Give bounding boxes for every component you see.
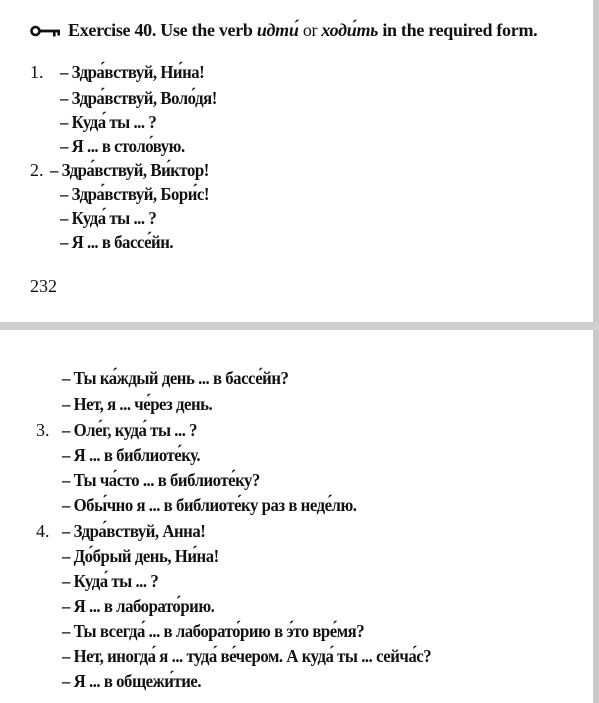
page-number: 232 (30, 276, 57, 296)
dialogue-2-line-5: – Ты ка́ждый день ... в бассе́йн? (62, 368, 289, 388)
dialogue-1-line-4: – Я ... в столо́вую. (60, 136, 185, 156)
dialogue-number-3: 3. (36, 420, 50, 440)
dialogue-3-line-1: – Оле́г, куда́ ты ... ? (62, 420, 198, 440)
dialogue-3-line-3: – Ты ча́сто ... в библиоте́ку? (62, 470, 260, 490)
exercise-tail: in the required form. (382, 20, 538, 40)
page-top (0, 0, 599, 322)
verb-khodit: ходи́ть (321, 20, 379, 40)
dialogue-2-line-2: – Здра́вствуй, Бори́с! (60, 184, 209, 204)
dialogue-3-line-2: – Я ... в библиоте́ку. (62, 445, 201, 465)
dialogue-4-line-2: – До́брый день, Ни́на! (62, 546, 219, 566)
dialogue-number-1: 1. (30, 62, 44, 82)
dialogue-3-line-4: – Обы́чно я ... в библиоте́ку раз в неде́лю. (62, 495, 357, 515)
dialogue-4-line-5: – Ты всегда́ ... в лаборато́рию в э́то вре́мя? (62, 621, 365, 641)
dialogue-2-line-4: – Я ... в бассе́йн. (60, 232, 174, 252)
dialogue-4-line-1: – Здра́вствуй, Анна! (62, 521, 206, 541)
exercise-intro: Use the verb (160, 20, 253, 40)
verb-idti: идти́ (256, 20, 299, 40)
exercise-or: or (302, 20, 318, 40)
dialogue-2-line-3: – Куда́ ты ... ? (60, 208, 157, 228)
dialogue-2-line-1: – Здра́вствуй, Ви́ктор! (50, 160, 209, 180)
dialogue-4-line-6: – Нет, иногда́ я ... туда́ ве́чером. А куда́ ты ... сейча́с? (62, 646, 432, 666)
dialogue-4-line-7: – Я ... в общежи́тие. (62, 671, 202, 691)
dialogue-number-2: 2. (30, 160, 44, 180)
page-bottom (0, 330, 599, 703)
dialogue-2-line-6: – Нет, я ... че́рез день. (62, 394, 213, 414)
exercise-title: Exercise 40. (68, 20, 157, 40)
page-separator (0, 322, 599, 330)
dialogue-number-4: 4. (36, 521, 50, 541)
dialogue-1-line-1: – Здра́вствуй, Ни́на! (60, 62, 205, 82)
key-icon (30, 22, 62, 43)
dialogue-4-line-4: – Я ... в лаборато́рию. (62, 596, 215, 616)
dialogue-1-line-3: – Куда́ ты ... ? (60, 112, 157, 132)
exercise-heading (30, 20, 590, 43)
dialogue-4-line-3: – Куда́ ты ... ? (62, 571, 159, 591)
dialogue-1-line-2: – Здра́вствуй, Воло́дя! (60, 88, 217, 108)
